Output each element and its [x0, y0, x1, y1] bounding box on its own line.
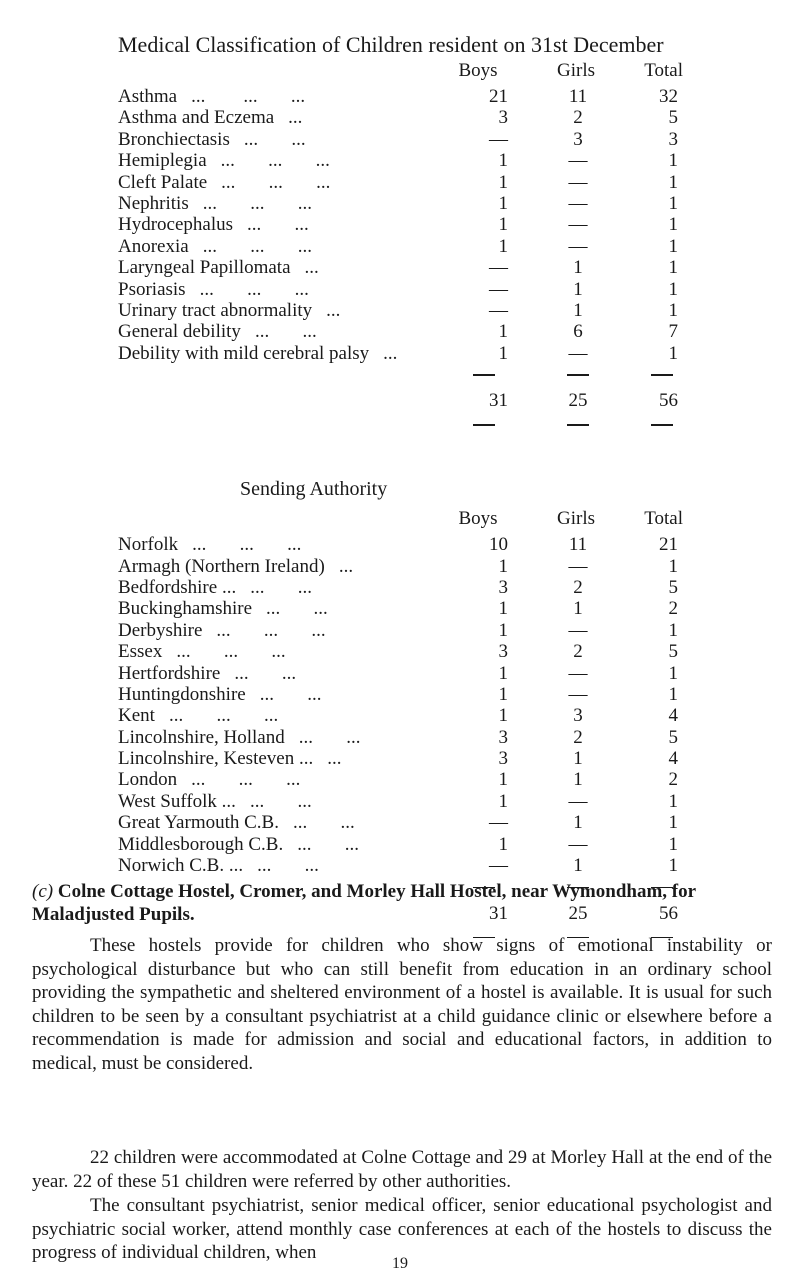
section-marker: (c)	[32, 881, 54, 902]
table-row	[118, 705, 678, 726]
total-value: 2	[668, 598, 678, 620]
table-row	[118, 791, 678, 812]
girls-value: 1	[573, 299, 583, 321]
row-label: Great Yarmouth C.B.	[118, 812, 279, 834]
boys-value: 1	[498, 321, 508, 343]
table-row	[118, 236, 678, 257]
row-label: Lincolnshire, Holland	[118, 726, 285, 748]
row-label: Armagh (Northern Ireland)	[118, 555, 325, 577]
total-value: 1	[668, 619, 678, 641]
boys-value: 1	[498, 171, 508, 193]
leader-dots: ... ... ...	[199, 278, 309, 300]
grand-total: 56	[659, 390, 678, 412]
row-label: Hydrocephalus	[118, 214, 234, 236]
row-label: Debility with mild cerebral palsy	[118, 342, 370, 364]
boys-value: 1	[498, 833, 508, 855]
boys-value: 3	[498, 576, 508, 598]
totals-row	[118, 390, 678, 411]
page-number: 19	[392, 1255, 408, 1272]
row-label: Urinary tract abnormality	[118, 299, 313, 321]
table-header	[118, 60, 683, 86]
table-row	[118, 107, 678, 128]
girls-value: 11	[568, 86, 588, 107]
row-label: Anorexia	[118, 235, 189, 257]
leader-dots: ... ... ...	[192, 534, 302, 556]
boys-value: 1	[498, 555, 508, 577]
leader-dots: ... ...	[259, 683, 322, 705]
girls-value: 2	[573, 641, 583, 663]
row-label: Essex	[118, 641, 163, 663]
girls-value: —	[568, 150, 588, 172]
page-title: Medical Classification of Children resident on 31st December	[118, 32, 664, 57]
total-value: 1	[668, 855, 678, 877]
total-value: 1	[668, 278, 678, 300]
leader-dots: ... ... ...	[216, 619, 326, 641]
table-row	[118, 855, 678, 876]
leader-dots: ... ...	[234, 662, 297, 684]
leader-dots: ... ... ...	[168, 705, 279, 727]
girls-value: —	[568, 171, 588, 193]
girls-value: 1	[573, 257, 583, 279]
header-boys: Boys	[458, 508, 498, 530]
leader-dots: ... ... ...	[202, 192, 312, 214]
total-value: 1	[668, 683, 678, 705]
leader-dots: ... ... ...	[191, 769, 301, 791]
boys-value: —	[489, 855, 508, 877]
row-label: West Suffolk ...	[118, 790, 236, 812]
table-row	[118, 86, 678, 107]
total-rule	[473, 374, 495, 376]
boys-value: —	[489, 299, 508, 321]
row-label: Norwich C.B. ...	[118, 855, 244, 877]
total-value: 32	[659, 86, 678, 107]
girls-total: 25	[568, 902, 588, 924]
total-value: 7	[668, 321, 678, 343]
row-label: Hemiplegia	[118, 150, 207, 172]
section-c-heading	[32, 880, 772, 926]
paragraph-2: 22 children were accommodated at Colne Cottage and 29 at Morley Hall at the end of the year. 22 of these 51 children were referred by other authorities.	[32, 1147, 772, 1192]
total-value: 5	[668, 107, 678, 129]
total-value: 1	[668, 790, 678, 812]
table-row	[118, 193, 678, 214]
header-girls: Girls	[557, 508, 595, 530]
boys-value: 21	[489, 86, 508, 107]
total-value: 5	[668, 726, 678, 748]
leader-dots: ... ...	[257, 855, 319, 877]
leader-dots: ...	[288, 107, 303, 129]
table-row	[118, 214, 678, 235]
leader-dots: ...	[383, 342, 398, 364]
header-boys: Boys	[458, 60, 498, 81]
girls-value: 1	[573, 855, 583, 877]
row-label: Lincolnshire, Kesteven ...	[118, 748, 314, 770]
header-girls: Girls	[557, 60, 595, 81]
boys-value: 1	[498, 598, 508, 620]
boys-value: 1	[498, 790, 508, 812]
table-row	[118, 663, 678, 684]
leader-dots: ... ... ...	[191, 86, 306, 107]
girls-value: 2	[573, 107, 583, 129]
total-value: 1	[668, 171, 678, 193]
girls-value: —	[568, 683, 588, 705]
boys-value: 1	[498, 235, 508, 257]
total-value: 2	[668, 769, 678, 791]
girls-value: 1	[573, 748, 583, 770]
leader-dots: ...	[326, 299, 341, 321]
header-total: Total	[644, 60, 683, 81]
table-row	[118, 577, 678, 598]
girls-value: 3	[573, 705, 583, 727]
leader-dots: ... ...	[249, 790, 312, 812]
total-value: 1	[668, 833, 678, 855]
total-rule	[567, 424, 589, 426]
boys-value: —	[489, 128, 508, 150]
girls-value: —	[568, 662, 588, 684]
girls-value: 1	[573, 812, 583, 834]
table-row	[118, 748, 678, 769]
table-body	[118, 86, 678, 364]
table-row	[118, 769, 678, 790]
leader-dots: ... ...	[254, 321, 317, 343]
girls-value: —	[568, 192, 588, 214]
row-label: Derbyshire	[118, 619, 203, 641]
total-value: 5	[668, 576, 678, 598]
girls-value: 1	[573, 769, 583, 791]
table-body	[118, 534, 678, 876]
total-rule	[651, 424, 673, 426]
total-value: 1	[668, 235, 678, 257]
table-row	[118, 684, 678, 705]
leader-dots: ... ...	[243, 128, 306, 150]
girls-value: 1	[573, 598, 583, 620]
girls-value: 3	[573, 128, 583, 150]
total-rule	[473, 424, 495, 426]
row-label: General debility	[118, 321, 241, 343]
total-value: 1	[668, 662, 678, 684]
row-label: London	[118, 769, 178, 791]
total-value: 1	[668, 299, 678, 321]
girls-value: 2	[573, 576, 583, 598]
table-row	[118, 343, 678, 364]
table-row	[118, 641, 678, 662]
total-value: 1	[668, 555, 678, 577]
boys-value: 1	[498, 214, 508, 236]
grand-total: 56	[659, 902, 678, 924]
girls-value: 11	[568, 534, 588, 556]
girls-value: —	[568, 619, 588, 641]
sending-authority-title: Sending Authority	[240, 478, 388, 501]
boys-value: 3	[498, 726, 508, 748]
boys-value: 10	[489, 534, 508, 556]
row-label: Middlesborough C.B.	[118, 833, 284, 855]
medical-classification-table	[118, 60, 683, 412]
leader-dots: ...	[304, 257, 319, 279]
boys-value: 1	[498, 342, 508, 364]
total-value: 1	[668, 342, 678, 364]
table-row	[118, 834, 678, 855]
leader-dots: ... ... ...	[176, 641, 286, 663]
table-row	[118, 812, 678, 833]
table-row	[118, 150, 678, 171]
section-heading-text: Colne Cottage Hostel, Cromer, and Morley Hall Hostel, near Wymondham, for Maladjusted Pupils.	[32, 881, 696, 925]
total-value: 1	[668, 214, 678, 236]
table-row	[118, 279, 678, 300]
leader-dots: ... ...	[292, 812, 355, 834]
row-label: Psoriasis	[118, 278, 186, 300]
boys-value: —	[489, 278, 508, 300]
row-label: Laryngeal Papillomata	[118, 257, 291, 279]
paragraph-1: These hostels provide for children who show signs of emotional instability or psychological disturbance but who can still benefit from education in an ordinary school providing the sympathetic and sheltered environment of a hostel is available. It is usual for such children to be seen by a consultant psychiatrist at a child guidance clinic or elsewhere before a recommendation is made for admission and social and educational factors, in addition to medical, must be considered.	[32, 935, 772, 1074]
row-label: Bedfordshire ...	[118, 576, 237, 598]
row-label: Norfolk	[118, 534, 179, 556]
row-label: Asthma and Eczema	[118, 107, 275, 129]
girls-value: —	[568, 833, 588, 855]
leader-dots: ... ...	[266, 598, 328, 620]
row-label: Huntingdonshire	[118, 683, 246, 705]
boys-value: 1	[498, 192, 508, 214]
boys-value: 3	[498, 641, 508, 663]
total-rule	[567, 374, 589, 376]
girls-value: —	[568, 235, 588, 257]
header-total: Total	[644, 508, 683, 530]
leader-dots: ... ...	[250, 576, 312, 598]
girls-value: 2	[573, 726, 583, 748]
boys-value: 1	[498, 619, 508, 641]
table-row	[118, 129, 678, 150]
leader-dots: ...	[327, 748, 342, 770]
table-row	[118, 620, 678, 641]
total-rule	[651, 374, 673, 376]
boys-value: 1	[498, 683, 508, 705]
girls-value: —	[568, 790, 588, 812]
total-value: 1	[668, 812, 678, 834]
girls-value: —	[568, 342, 588, 364]
total-value: 1	[668, 257, 678, 279]
table-row	[118, 300, 678, 321]
leader-dots: ...	[338, 555, 354, 577]
row-label: Hertfordshire	[118, 662, 221, 684]
boys-value: 1	[498, 150, 508, 172]
total-value: 21	[659, 534, 678, 556]
boys-value: 3	[498, 107, 508, 129]
table-row	[118, 556, 678, 577]
girls-value: —	[568, 214, 588, 236]
table-row	[118, 321, 678, 342]
row-label: Kent	[118, 705, 155, 727]
leader-dots: ... ... ...	[220, 150, 330, 172]
total-value: 4	[668, 748, 678, 770]
girls-total: 25	[568, 390, 588, 412]
boys-value: 1	[498, 662, 508, 684]
total-value: 5	[668, 641, 678, 663]
row-label: Buckinghamshire	[118, 598, 253, 620]
total-value: 1	[668, 150, 678, 172]
boys-value: 3	[498, 748, 508, 770]
table-row	[118, 598, 678, 619]
table-row	[118, 172, 678, 193]
leader-dots: ... ... ...	[221, 171, 331, 193]
row-label: Nephritis	[118, 192, 189, 214]
boys-value: 1	[498, 769, 508, 791]
leader-dots: ... ...	[247, 214, 309, 236]
table-header	[118, 508, 683, 534]
row-label: Bronchiectasis	[118, 128, 230, 150]
table-row	[118, 534, 678, 555]
leader-dots: ... ...	[298, 726, 361, 748]
total-value: 1	[668, 192, 678, 214]
boys-value: —	[489, 257, 508, 279]
leader-dots: ... ... ...	[202, 235, 312, 257]
row-label: Asthma	[118, 86, 178, 107]
boys-value: —	[489, 812, 508, 834]
boys-value: 1	[498, 705, 508, 727]
table-row	[118, 257, 678, 278]
row-label: Cleft Palate	[118, 171, 208, 193]
girls-value: —	[568, 555, 588, 577]
boys-total: 31	[489, 390, 508, 412]
total-value: 4	[668, 705, 678, 727]
leader-dots: ... ...	[297, 833, 359, 855]
girls-value: 6	[573, 321, 583, 343]
table-row	[118, 727, 678, 748]
total-value: 3	[668, 128, 678, 150]
girls-value: 1	[573, 278, 583, 300]
boys-total: 31	[489, 902, 508, 924]
paragraph-3: The consultant psychiatrist, senior medical officer, senior educational psychologist and psychiatric social worker, attend monthly case conferences at each of the hostels to discuss the progress of individual children, when	[32, 1195, 772, 1263]
